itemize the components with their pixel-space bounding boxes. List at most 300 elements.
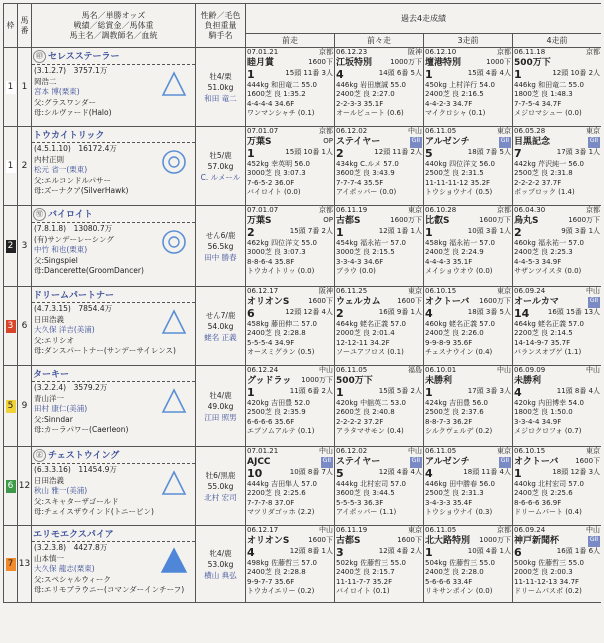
winner-margin: アイポッパー (0.0) [336, 188, 397, 196]
weight-jockey-load: 446kg 和田竜二 55.0 [514, 80, 584, 89]
winner-margin: バイロイト (0.0) [247, 188, 301, 196]
winner-margin: バランスオブゲ (1.1) [514, 348, 582, 356]
winner-margin: エブソムアルテ (0.1) [247, 427, 315, 435]
horse-entry-row [4, 526, 602, 603]
race-date: 06.04.30 [514, 206, 546, 214]
finish-position: 1 [514, 466, 522, 480]
race-name: ステイヤー [336, 456, 381, 467]
umaban-cell [18, 287, 32, 366]
past-col-header: 4走前 [513, 34, 602, 48]
sex-column-header [196, 4, 246, 48]
weight-jockey-load: 450kg 上村洋行 54.0 [425, 80, 495, 89]
horse-name[interactable]: エリモエクスパイア [33, 530, 114, 540]
umaban-cell [18, 206, 32, 287]
finish-position: 1 [247, 67, 255, 81]
past-race-cell [335, 526, 424, 603]
winner-margin: バイロイト (0.1) [336, 587, 390, 595]
race-name: 古都S [336, 215, 361, 226]
horse-info-cell [32, 447, 196, 526]
horse-detail-line: (6.3.3.16) 11454.9万 [34, 465, 117, 474]
past-race-cell [513, 127, 602, 206]
horse-entry-row [4, 287, 602, 366]
race-name: アルゼンチ [425, 456, 470, 467]
finish-position: 14 [514, 306, 530, 320]
corner-positions: 4-4-2-3 34.7F [425, 99, 473, 108]
past-race-cell [424, 48, 513, 127]
race-class: 1600万下 [479, 296, 511, 305]
winner-margin: ワンマンシャチ (0.1) [247, 109, 315, 117]
field-gate-pop: 12頭 1番 1人 [378, 226, 422, 235]
race-card-table [3, 3, 601, 603]
race-venue: 阪神 [408, 48, 422, 56]
finish-position: 5 [336, 466, 344, 480]
race-name: 古都S [336, 535, 361, 546]
past-race-cell [246, 447, 335, 526]
umaban-cell [18, 127, 32, 206]
field-gate-pop: 16頭 9番 1人 [378, 307, 422, 316]
race-name: AJCC [247, 456, 271, 467]
distance-track-time: 1800芝 良 1:48.3 [514, 90, 573, 98]
horse-name-line[interactable] [32, 206, 195, 223]
race-venue: 京都 [319, 48, 333, 56]
carried-weight: 56.5kg [207, 241, 234, 251]
race-name: アルゼンチ [425, 136, 470, 147]
horse-detail-line: 岡浩二 [34, 76, 57, 86]
weight-jockey-load: 446kg 田中勝春 56.0 [425, 479, 495, 488]
horse-entry-row [4, 366, 602, 447]
distance-track-time: 2400芝 良 2:16.5 [425, 90, 484, 98]
winner-margin: マイクロシャ (0.1) [425, 109, 486, 117]
field-gate-pop: 12頭 4番 2人 [378, 546, 422, 555]
finish-position: 1 [247, 146, 255, 160]
past-col-header: 前々走 [335, 34, 424, 48]
carried-weight: 53.0kg [207, 559, 234, 569]
past-col-header: 3走前 [424, 34, 513, 48]
field-gate-pop: 15頭 10番 1人 [285, 147, 333, 156]
race-class: 1600下 [308, 296, 333, 305]
corner-positions: 7-6-5-2 36.0F [247, 178, 295, 187]
horse-name[interactable]: ドリームパートナー [33, 291, 115, 301]
past-race-cell [513, 206, 602, 287]
umaban-cell [18, 447, 32, 526]
horse-entry-row [4, 48, 602, 127]
carried-weight: 55.0kg [207, 481, 234, 491]
weight-jockey-load: 434kg C.ルメ 57.0 [336, 159, 399, 168]
entries-body [4, 48, 602, 603]
waku-number: 2 [6, 240, 16, 253]
race-name: 万葉S [247, 136, 272, 147]
horse-name[interactable]: セレスステーラー [48, 52, 120, 62]
race-name: ステイヤー [336, 136, 381, 147]
race-date: 07.01.07 [247, 127, 279, 135]
waku-number: 6 [6, 480, 16, 493]
race-venue: 中山 [497, 366, 511, 374]
corner-positions: 5-6-6-6 33.4F [425, 577, 473, 586]
umaban-cell [18, 526, 32, 603]
weight-jockey-load: 424kg 吉田豊 56.0 [425, 398, 488, 407]
umaban-number: 6 [21, 321, 28, 331]
horse-detail-line: (4.5.1.10) 16172.4万 [34, 144, 117, 153]
corner-positions: 5-5-5-4 34.9F [247, 338, 295, 347]
past-race-cell [424, 366, 513, 447]
grade-badge: GII [588, 536, 600, 547]
race-class: 1000万下 [390, 57, 422, 66]
race-venue: 東京 [408, 287, 422, 295]
field-gate-pop: 18頭 3番 5人 [467, 307, 511, 316]
distance-track-time: 3000芝 良 3:07.3 [247, 169, 306, 177]
horse-name[interactable]: チェストウイング [48, 451, 120, 461]
finish-position: 2 [336, 306, 344, 320]
horse-name-line[interactable] [32, 48, 195, 65]
distance-track-time: 2400芝 良 2:27.0 [336, 90, 395, 98]
race-name: オリオンS [247, 296, 290, 307]
past-race-cell [335, 48, 424, 127]
weight-jockey-load: 498kg 佐藤哲三 57.0 [247, 558, 317, 567]
weight-jockey-load: 464kg 蛯名正義 57.0 [514, 319, 584, 328]
race-venue: 中山 [586, 287, 601, 295]
race-date: 06.10.15 [425, 287, 457, 295]
horse-entry-row [4, 127, 602, 206]
race-date: 06.05.28 [514, 127, 546, 135]
race-date: 06.11.25 [336, 287, 368, 295]
horse-info-cell [32, 526, 196, 603]
waku-number: 1 [6, 81, 16, 94]
weight-jockey-load: 500kg 佐藤哲三 55.0 [514, 558, 584, 567]
field-gate-pop: 12頭 12番 4人 [285, 307, 333, 316]
horse-name-line[interactable] [32, 127, 195, 143]
distance-track-time: 2400芝 良 2:15.7 [336, 568, 395, 576]
waku-cell [4, 447, 18, 526]
race-name: 睦月賞 [247, 57, 275, 68]
owner-mark-icon: ㊞ [33, 50, 46, 63]
distance-track-time: 2400芝 良 2:28.8 [247, 568, 306, 576]
race-venue: 京都 [586, 48, 601, 56]
winner-margin: ポップロック (1.4) [514, 188, 575, 196]
sex-weight-jockey-cell [196, 366, 246, 447]
horse-detail-line: (4.7.3.15) 7854.4万 [34, 304, 113, 313]
horse-detail-line: 日田浩義 [34, 314, 64, 324]
finish-position: 7 [514, 146, 522, 160]
sex-age-color: せん7/鹿 [205, 310, 236, 320]
finish-position: 1 [247, 385, 255, 399]
winner-margin: オースミグラン (0.5) [247, 348, 315, 356]
past-race-cell [513, 447, 602, 526]
umaban-cell [18, 48, 32, 127]
weight-jockey-load: 440kg 四位洋文 56.0 [425, 159, 495, 168]
winner-margin: アイポッパー (1.1) [336, 508, 397, 516]
past-race-cell [424, 287, 513, 366]
owner-mark-icon: ㊣ [33, 449, 46, 462]
horse-detail-line: 内村正則 [34, 154, 64, 164]
past-col-header: 前走 [246, 34, 335, 48]
past-race-cell [246, 366, 335, 447]
race-venue: 中山 [319, 447, 333, 455]
corner-positions: 14-14-9-7 35.7F [514, 338, 571, 347]
race-date: 06.12.02 [336, 127, 368, 135]
horse-details [32, 65, 195, 120]
race-date: 06.11.05 [425, 447, 457, 455]
grade-badge: GII [499, 137, 511, 148]
horse-detail-line: 父:Singspiel [34, 255, 78, 265]
horse-entry-row [4, 206, 602, 287]
umaban-number: 13 [18, 559, 31, 569]
grade-badge: GII [321, 457, 333, 468]
horse-info-cell [32, 366, 196, 447]
past-race-cell [335, 366, 424, 447]
field-gate-pop: 10頭 8番 7人 [289, 467, 333, 476]
horse-detail-line: (3.2.2.4) 3579.2万 [34, 383, 108, 392]
horse-detail-line: 母:ズーナクア(SilverHawk) [34, 186, 129, 195]
weight-jockey-load: 420kg 吉田豊 52.0 [247, 398, 310, 407]
race-venue: 京都 [497, 206, 511, 214]
race-venue: 京都 [497, 48, 511, 56]
circle-mark-icon [159, 147, 189, 177]
jockey-name: 江田 照男 [204, 412, 237, 422]
horse-name-line[interactable] [32, 526, 195, 542]
race-date: 06.12.10 [425, 48, 457, 56]
field-gate-pop: 12頭 10番 2人 [552, 68, 601, 77]
sex-weight-jockey-cell [196, 447, 246, 526]
past-race-cell [246, 127, 335, 206]
horse-name[interactable]: トウカイトリック [33, 131, 105, 141]
jockey-name: 蛯名 正義 [204, 332, 237, 342]
finish-position: 5 [425, 146, 433, 160]
umaban-number: 1 [21, 82, 28, 92]
jockey-name: 横山 典弘 [204, 570, 237, 580]
finish-position: 3 [336, 545, 344, 559]
race-class: 1600万下 [390, 215, 422, 224]
race-name: オールカマ [514, 296, 559, 307]
triangle-mark-icon [159, 307, 189, 337]
horse-detail-line: 中竹 和也(栗東) [34, 245, 88, 254]
field-gate-pop: 18頭 11番 4人 [463, 467, 511, 476]
winner-margin: ドリームパート (0.4) [514, 508, 582, 516]
winner-margin: メジロクロフォ (0.7) [514, 427, 582, 435]
weight-jockey-load: 502kg 佐藤哲三 55.0 [336, 558, 406, 567]
sex-age-color: 牡5/鹿 [209, 150, 232, 160]
race-name: グッドラッ [247, 375, 292, 386]
horse-detail-line: (有)サンデーレーシング [34, 234, 114, 244]
corner-positions: 11-11-7-7 35.2F [336, 577, 393, 586]
past-race-cell [424, 206, 513, 287]
horse-detail-line: (3.1.2.7) 3757.1万 [34, 66, 108, 75]
race-venue: 京都 [319, 127, 333, 135]
finish-position: 4 [425, 466, 433, 480]
weight-jockey-load: 454kg 福永祐一 57.0 [336, 238, 406, 247]
umaban-cell [18, 366, 32, 447]
winner-margin: オールビュート (0.6) [336, 109, 404, 117]
winner-margin: チェスナウイン (0.4) [425, 348, 493, 356]
finish-position: 1 [336, 225, 344, 239]
winner-margin: マツリダゴッホ (2.2) [247, 508, 315, 516]
sex-age-color: 牡4/鹿 [209, 390, 232, 400]
corner-positions: 2-2-2-2 37.2F [336, 417, 384, 426]
horse-name-line[interactable] [32, 287, 195, 303]
field-gate-pop: 15頭 7番 2人 [289, 226, 333, 235]
horse-detail-line: 大久保 洋吉(美浦) [34, 325, 95, 334]
distance-track-time: 2500芝 良 2:31.3 [425, 489, 484, 497]
race-date: 06.12.17 [247, 526, 279, 534]
race-date: 06.10.28 [425, 206, 457, 214]
distance-track-time: 3000芝 良 2:15.5 [336, 248, 395, 256]
sex-age-color: せん6/鹿 [205, 230, 236, 240]
past-race-cell [246, 526, 335, 603]
distance-track-time: 3600芝 良 3:43.9 [336, 169, 395, 177]
horse-name[interactable]: ターキー [33, 370, 70, 380]
past-race-cell [513, 48, 602, 127]
race-venue: 京都 [319, 206, 333, 214]
race-date: 07.01.21 [247, 48, 279, 56]
finish-position: 2 [247, 225, 255, 239]
race-date: 06.11.19 [336, 526, 368, 534]
weight-jockey-load: 442kg 芹沢純一 56.0 [514, 159, 584, 168]
distance-track-time: 2500芝 良 2:37.6 [425, 408, 484, 416]
horse-detail-line: 父:Sinndar [34, 414, 73, 424]
race-date: 06.11.05 [425, 127, 457, 135]
race-name: 江坂特別 [336, 57, 373, 68]
race-date: 06.12.17 [247, 287, 279, 295]
field-gate-pop: 16頭 1番 6人 [556, 546, 601, 555]
horse-name[interactable]: バイロイト [48, 210, 93, 220]
race-name: ウェルカム [336, 296, 381, 307]
finish-position: 1 [514, 67, 522, 81]
distance-track-time: 2200芝 良 2:25.6 [247, 489, 306, 497]
horse-detail-line: 青山洋一 [34, 393, 64, 403]
field-gate-pop: 12頭 4番 4人 [378, 467, 422, 476]
finish-position: 1 [425, 67, 433, 81]
distance-track-time: 2400芝 良 2:25.3 [514, 248, 573, 256]
corner-positions: 3-4-3-3 35.4F [425, 498, 473, 507]
distance-track-time: 3600芝 良 3:44.5 [336, 489, 395, 497]
race-class: OP [323, 215, 333, 224]
past-race-cell [246, 206, 335, 287]
distance-track-time: 1600芝 良 1:35.2 [247, 90, 306, 98]
corner-positions: 8-8-7-3 36.2F [425, 417, 473, 426]
horse-detail-line: (7.8.1.8) 13080.7万 [34, 224, 113, 233]
sex-weight-jockey-cell [196, 48, 246, 127]
weight-jockey-load: 444kg 吉田隼人 57.0 [247, 479, 317, 488]
race-class: 1000万下 [479, 535, 511, 544]
finish-position: 1 [425, 225, 433, 239]
field-gate-pop: 11頭 6番 2人 [289, 386, 333, 395]
distance-track-time: 1800芝 良 1:50.0 [514, 408, 573, 416]
corner-positions: 9-9-7-7 35.6F [247, 577, 295, 586]
horse-name-line[interactable] [32, 366, 195, 382]
triangle-mark-icon [159, 468, 189, 498]
waku-cell [4, 366, 18, 447]
weight-jockey-load: 452kg 幸英明 56.0 [247, 159, 310, 168]
waku-number: 3 [6, 320, 16, 333]
race-date: 07.01.21 [247, 447, 279, 455]
race-venue: 福島 [408, 366, 422, 374]
distance-track-time: 2400芝 良 2:28.8 [247, 329, 306, 337]
waku-cell [4, 526, 18, 603]
distance-track-time: 2500芝 良 2:31.8 [514, 169, 573, 177]
race-date: 07.01.07 [247, 206, 279, 214]
corner-positions: 7-7-7-8 37.0F [247, 498, 295, 507]
corner-positions: 3-3-4-4 34.9F [514, 417, 562, 426]
weight-jockey-load: 444kg 北村宏司 57.0 [336, 479, 406, 488]
horse-column-header [32, 4, 196, 48]
race-date: 06.12.24 [247, 366, 279, 374]
horse-col-line-2: 戦績／総賞金／馬体重 [73, 20, 154, 30]
weight-jockey-load: 464kg 蛯名正義 57.0 [336, 319, 406, 328]
race-venue: 東京 [408, 526, 422, 534]
field-gate-pop: 14頭 6番 5人 [378, 68, 422, 77]
field-gate-pop: 18頭 7番 5人 [467, 147, 511, 156]
race-date: 06.09.24 [514, 526, 546, 534]
finish-position: 2 [336, 146, 344, 160]
waku-cell [4, 287, 18, 366]
jockey-name: 北村 宏司 [204, 492, 237, 502]
distance-track-time: 2400芝 良 2:25.6 [514, 489, 573, 497]
weight-jockey-load: 504kg 佐藤哲三 55.0 [425, 558, 495, 567]
finish-position: 1 [425, 545, 433, 559]
corner-positions: 11-11-11-12 35.2F [425, 178, 491, 187]
horse-detail-line: 母:シルヴァード(Halo) [34, 108, 112, 117]
race-name: 烏丸S [514, 215, 539, 226]
distance-track-time: 3000芝 良 3:07.3 [247, 248, 306, 256]
race-venue: 東京 [497, 447, 511, 455]
past-race-cell [335, 206, 424, 287]
horse-detail-line: 山本慎一 [34, 553, 64, 563]
field-gate-pop: 15頭 4番 4人 [467, 68, 511, 77]
corner-positions: 8-8-6-4 35.8F [247, 257, 295, 266]
winner-margin: トウカイエリー (0.2) [247, 587, 315, 595]
weight-jockey-load: 462kg 四位洋文 55.0 [247, 238, 317, 247]
race-class: 1000万下 [301, 375, 333, 384]
grade-badge: GII [410, 137, 422, 148]
race-date: 06.10.01 [425, 366, 457, 374]
race-venue: 中山 [408, 447, 422, 455]
winner-margin: ドリームパスポ (0.2) [514, 587, 582, 595]
jockey-name: 田中 勝春 [204, 252, 237, 262]
horse-name-line[interactable] [32, 447, 195, 464]
grade-badge: GII [588, 137, 600, 148]
weight-jockey-load: 458kg 福永祐一 57.0 [425, 238, 495, 247]
finish-position: 6 [514, 545, 522, 559]
winner-margin: リキサンポイン (0.0) [425, 587, 493, 595]
past-race-cell [513, 287, 602, 366]
race-card-sheet [3, 3, 601, 635]
race-venue: 東京 [408, 206, 422, 214]
corner-positions: 7-7-7-4 35.5F [336, 178, 384, 187]
field-gate-pop: 12頭 8番 1人 [289, 546, 333, 555]
finish-position: 1 [336, 385, 344, 399]
race-name: 神戸新聞杯 [514, 535, 560, 546]
race-venue: 東京 [497, 287, 511, 295]
grade-badge: GII [410, 457, 422, 468]
race-date: 06.09.09 [514, 366, 546, 374]
horse-details [32, 223, 195, 278]
race-venue: 中山 [586, 526, 601, 534]
finish-position: 4 [336, 67, 344, 81]
race-name: 500万下 [336, 375, 373, 386]
field-gate-pop: 10頭 4番 1人 [467, 546, 511, 555]
distance-track-time: 2600芝 良 2:40.8 [336, 408, 395, 416]
past-race-cell [424, 526, 513, 603]
weight-jockey-load: 420kg 内田博幸 54.0 [514, 398, 584, 407]
past-race-cell [335, 287, 424, 366]
owner-mark-icon: ㊢ [33, 208, 46, 221]
weight-jockey-load: 420kg 中舘英二 53.0 [336, 398, 406, 407]
finish-position: 6 [247, 306, 255, 320]
winner-margin: トウショウナイ (0.3) [425, 508, 493, 516]
race-name: オクトーバ [514, 456, 559, 467]
distance-track-time: 2200芝 良 2:14.5 [514, 329, 573, 337]
umaban-number: 3 [21, 241, 28, 251]
sex-weight-jockey-cell [196, 206, 246, 287]
